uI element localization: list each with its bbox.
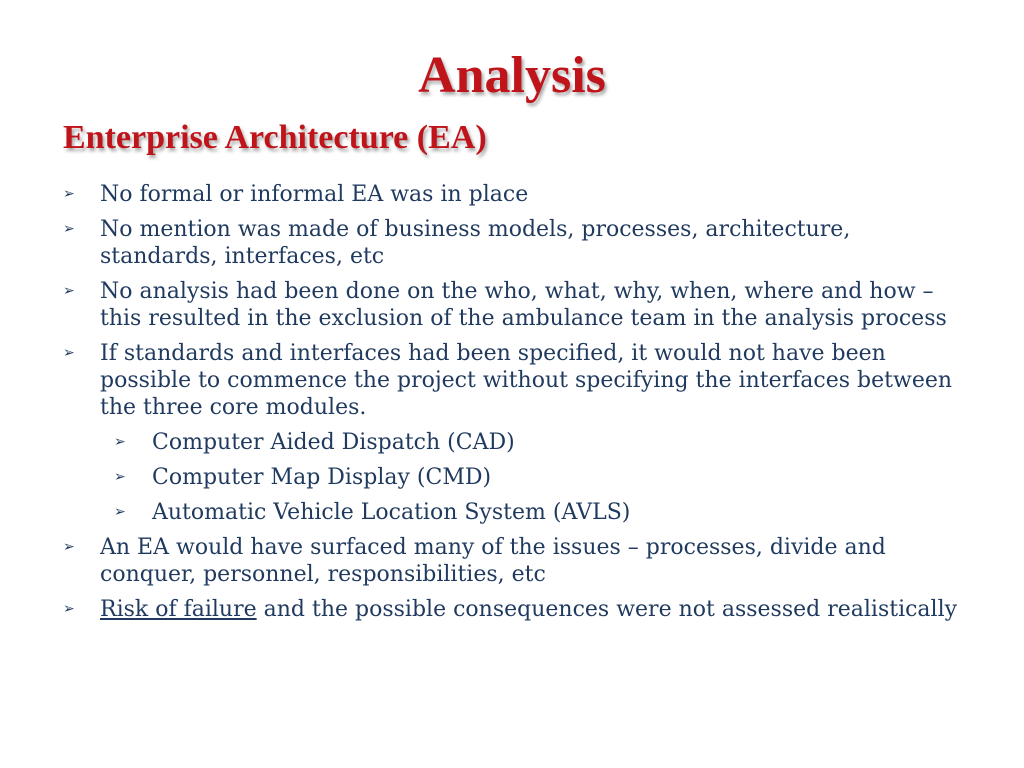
- bullet-text: Automatic Vehicle Location System (AVLS): [152, 500, 631, 525]
- arrow-bullet-icon: ➢: [63, 539, 75, 555]
- sub-bullet-item: [0, 499, 980, 526]
- sub-bullet-item: [0, 429, 980, 456]
- bullet-text: and the possible consequences were not assessed realistically: [256, 597, 958, 622]
- risk-of-failure-text: Risk of failure: [100, 597, 257, 622]
- bullet-text: No formal or informal EA was in place: [100, 182, 529, 207]
- bullet-text: Computer Aided Dispatch (CAD): [152, 430, 515, 455]
- arrow-bullet-icon: ➢: [63, 186, 75, 202]
- arrow-bullet-icon: ➢: [114, 469, 126, 485]
- bullet-text: No mention was made of business models, processes, architecture, standards, interfaces, etc: [100, 217, 851, 269]
- bullet-item: [0, 181, 980, 208]
- arrow-bullet-icon: ➢: [114, 434, 126, 450]
- bullet-list: [0, 181, 980, 631]
- arrow-bullet-icon: ➢: [63, 221, 75, 237]
- bullet-text: Computer Map Display (CMD): [152, 465, 492, 490]
- bullet-text: An EA would have surfaced many of the issues – processes, divide and conquer, personnel, responsibilities, etc: [100, 535, 886, 587]
- bullet-item: [0, 340, 980, 421]
- sub-bullet-item: [0, 464, 980, 491]
- bullet-item: [0, 596, 980, 623]
- slide-title: Analysis: [418, 47, 606, 104]
- arrow-bullet-icon: ➢: [63, 283, 75, 299]
- bullet-item: [0, 534, 980, 588]
- bullet-item: [0, 216, 980, 270]
- arrow-bullet-icon: ➢: [114, 504, 126, 520]
- arrow-bullet-icon: ➢: [63, 601, 75, 617]
- arrow-bullet-icon: ➢: [63, 345, 75, 361]
- bullet-text: No analysis had been done on the who, what, why, when, where and how – this resulted in the exclusion of the ambulance team in the analysis process: [100, 279, 947, 331]
- bullet-item: [0, 278, 980, 332]
- slide-subtitle: Enterprise Architecture (EA): [63, 119, 487, 156]
- bullet-text: If standards and interfaces had been specified, it would not have been possible to commence the project without specifying the interfaces between the three core modules.: [100, 341, 953, 420]
